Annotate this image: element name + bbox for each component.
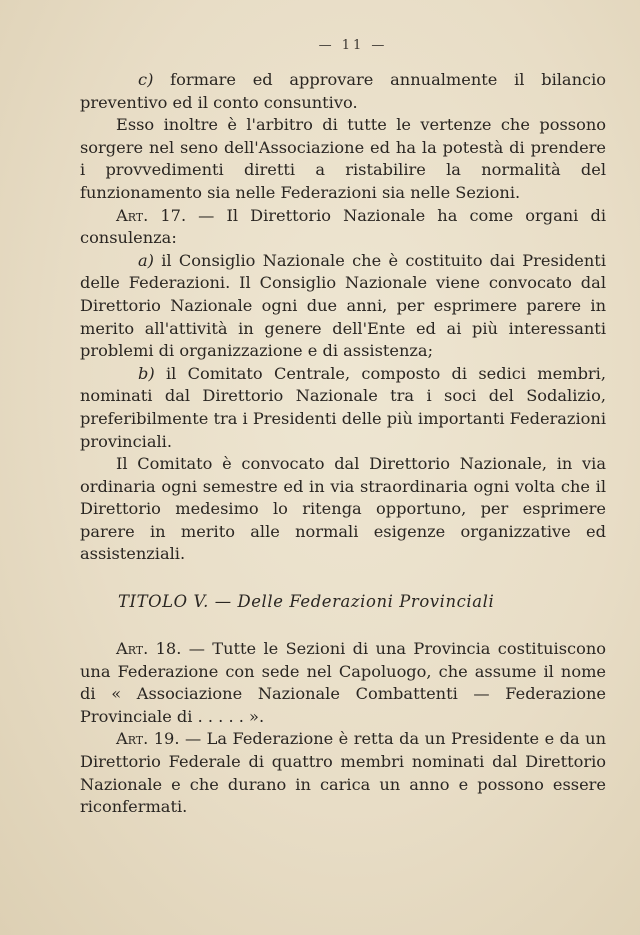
paragraph-b	[80, 363, 606, 453]
item-text-c: formare ed approvare annualmente il bilancio preventivo ed il conto consuntivo.	[80, 70, 606, 112]
article-19-text: — La Federazione è retta da un Presidente e da un Direttorio Federale di quattro membri nominati dal Direttorio Nazionale e che durano in carica un anno e possono essere riconfermati.	[80, 729, 606, 817]
section-title: TITOLO V. — Delle Federazioni Provinciali	[118, 592, 495, 612]
article-18-label: Art. 18.	[116, 639, 182, 659]
paragraph-c	[80, 69, 606, 114]
article-17-label: Art. 17.	[116, 205, 187, 225]
article-17	[80, 205, 606, 250]
article-18-text: — Tutte le Sezioni di una Provincia costituiscono una Federazione con sede nel Capoluogo, che assume il nome di « Associazione Nazionale Combattenti — Federazione Provinciale di . . . . . ».	[80, 639, 606, 726]
item-text-b: il Comitato Centrale, composto di sedici membri, nominati dal Direttorio Nazionale tra i soci del Sodalizio, preferibilmente tra i Presidenti delle più importanti Federazioni provinciali.	[80, 363, 606, 451]
article-17-text: — Il Direttorio Nazionale ha come organi di consulenza:	[80, 205, 606, 248]
item-text-a: il Consiglio Nazionale che è costituito dai Presidenti delle Federazioni. Il Consiglio Nazionale viene convocato dal Direttorio Nazionale ogni due anni, per esprimere parere in merito all'attività in genere dell'Ente ed ai più interessanti problemi di organizzazione e di assistenza;	[80, 250, 606, 361]
article-19-label: Art. 19.	[116, 729, 180, 749]
article-18	[80, 638, 606, 728]
page-number: — 11 —	[318, 38, 388, 53]
paragraph-a	[80, 250, 606, 363]
paragraph-comitato: Il Comitato è convocato dal Direttorio Nazionale, in via ordinaria ogni semestre ed in via straordinaria ogni volta che il Direttorio medesimo lo ritenga opportuno, per esprimere parere in merito alle normali esigenze organizzative ed assistenziali.	[80, 454, 606, 564]
article-19	[80, 728, 606, 818]
item-label-b: b)	[138, 363, 155, 383]
paragraph-arbitro: Esso inoltre è l'arbitro di tutte le vertenze che possono sorgere nel seno dell'Associazione ed ha la potestà di prendere i provvedimenti diretti a ristabilire la normalità del funzionamento sia nelle Federazioni sia nelle Sezioni.	[80, 115, 606, 202]
item-label-c: c)	[138, 70, 154, 89]
item-label-a: a)	[138, 250, 154, 270]
